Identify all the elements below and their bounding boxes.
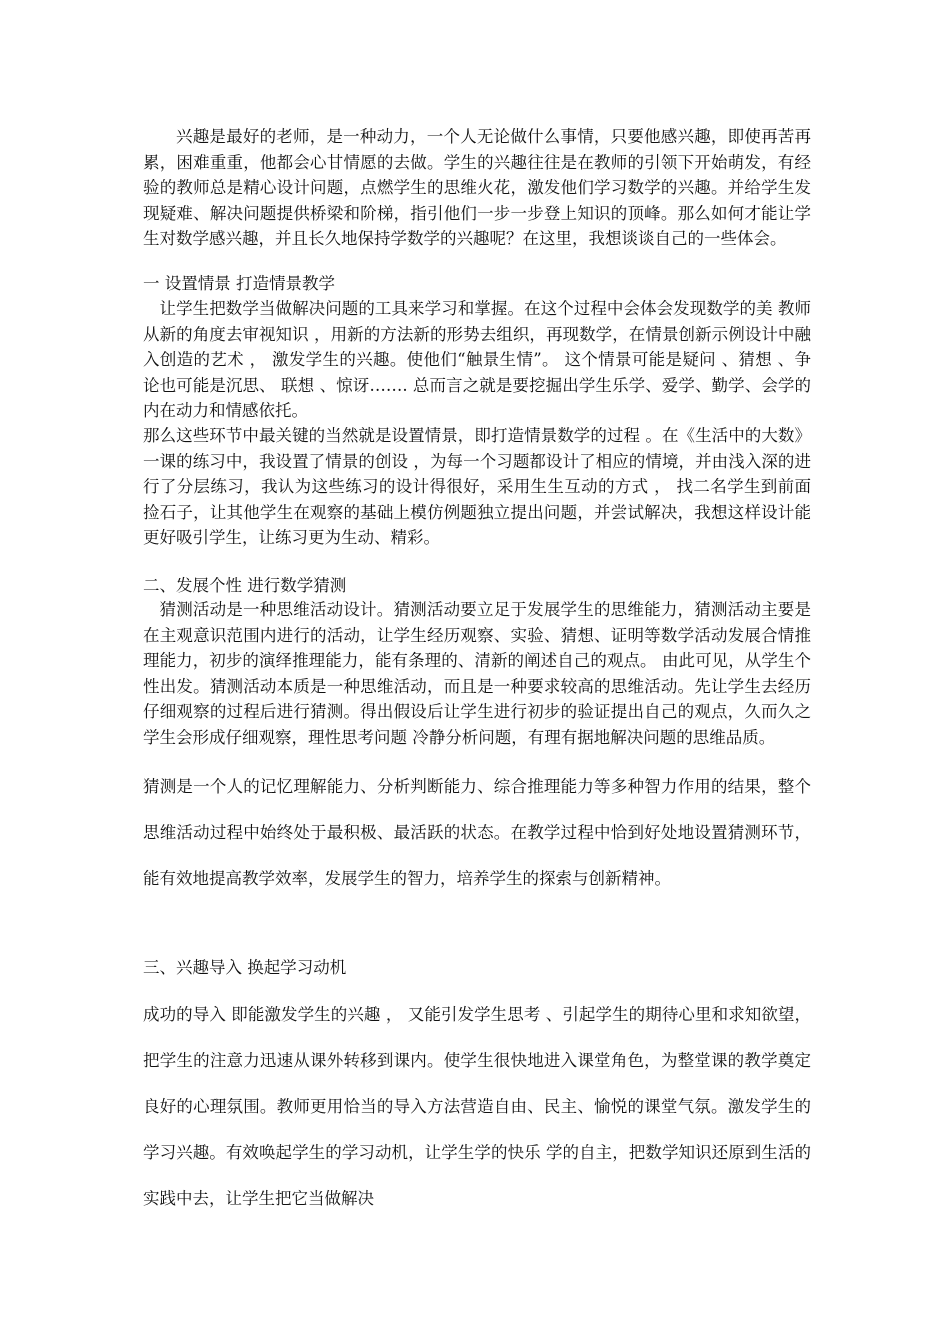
section-2-heading: 二、发展个性 进行数学猜测 bbox=[143, 576, 347, 595]
intro-paragraph: 兴趣是最好的老师，是一种动力，一个人无论做什么事情，只要他感兴趣，即使再苦再累，困难重重，他都会心甘情愿的去做。学生的兴趣往往是在教师的引领下开始萌发，有经验的教师总是精心设计问题，点燃学生的思维火花，激发他们学习数学的兴趣。并给学生发现疑难、解决问题提供桥梁和阶梯，指引他们一步一步登上知识的顶峰。那么如何才能让学生对数学感兴趣，并且长久地保持学数学的兴趣呢？在这里，我想谈谈自己的一些体会。 bbox=[143, 127, 811, 249]
section-3-paragraph-1: 成功的导入 即能激发学生的兴趣 ， 又能引发学生思考 、引起学生的期待心里和求知欲望，把学生的注意力迅速从课外转移到课内。使学生很快地进入课堂角色，为整堂课的教学奠定良好的心理氛围。教师更用恰当的导入方法营造自由、民主、愉悦的课堂气氛。激发学生的学习兴趣。有效唤起学生的学习动机，让学生学的快乐 学的自主，把数学知识还原到生活的实践中去，让学生把它当做解决 bbox=[143, 1005, 811, 1208]
section-1-paragraph-1: 让学生把数学当做解决问题的工具来学习和掌握。在这个过程中会体会发现数学的美 教师从新的角度去审视知识 ，用新的方法新的形势去组织，再现数学，在情景创新示例设计中融入创造的艺术 ， 激发学生的兴趣。使他们“触景生情”。 这个情景可能是疑问 、猜想 、争论也可能是沉思、 联想 、惊讶……. 总而言之就是要挖掘出学生乐学、爱学、勤学、会学的内在动力和情感依托。 bbox=[143, 299, 811, 421]
section-2-paragraph-1: 猜测活动是一种思维活动设计。猜测活动要立足于发展学生的思维能力，猜测活动主要是在主观意识范围内进行的活动，让学生经历观察、实验、猜想、证明等数学活动发展合情推理能力，初步的演绎推理能力，能有条理的、清新的阐述自己的观点。 由此可见，从学生个性出发。猜测活动本质是一种思维活动，而且是一种要求较高的思维活动。先让学生去经历仔细观察的过程后进行猜测。得出假设后让学生进行初步的验证提出自己的观点，久而久之学生会形成仔细观察，理性思考问题 冷静分析问题，有理有据地解决问题的思维品质。 bbox=[143, 600, 811, 747]
section-1-heading: 一 设置情景 打造情景教学 bbox=[143, 274, 335, 293]
section-1-paragraph-2: 那么这些环节中最关键的当然就是设置情景，即打造情景数学的过程 。在《生活中的大数》一课的练习中，我设置了情景的创设 ，为每一个习题都设计了相应的情境，并由浅入深的进行了分层练习，我认为这些练习的设计得很好，采用生生互动的方式 ， 找二名学生到前面捡石子，让其他学生在观察的基础上模仿例题独立提出问题，并尝试解决，我想这样设计能更好吸引学生，让练习更为生动、精彩。 bbox=[143, 426, 811, 548]
section-2-paragraph-2: 猜测是一个人的记忆理解能力、分析判断能力、综合推理能力等多种智力作用的结果，整个思维活动过程中始终处于最积极、最活跃的状态。在教学过程中恰到好处地设置猜测环节，能有效地提高教学效率，发展学生的智力，培养学生的探索与创新精神。 bbox=[143, 777, 811, 888]
section-3-heading: 三、兴趣导入 换起学习动机 bbox=[143, 958, 347, 977]
